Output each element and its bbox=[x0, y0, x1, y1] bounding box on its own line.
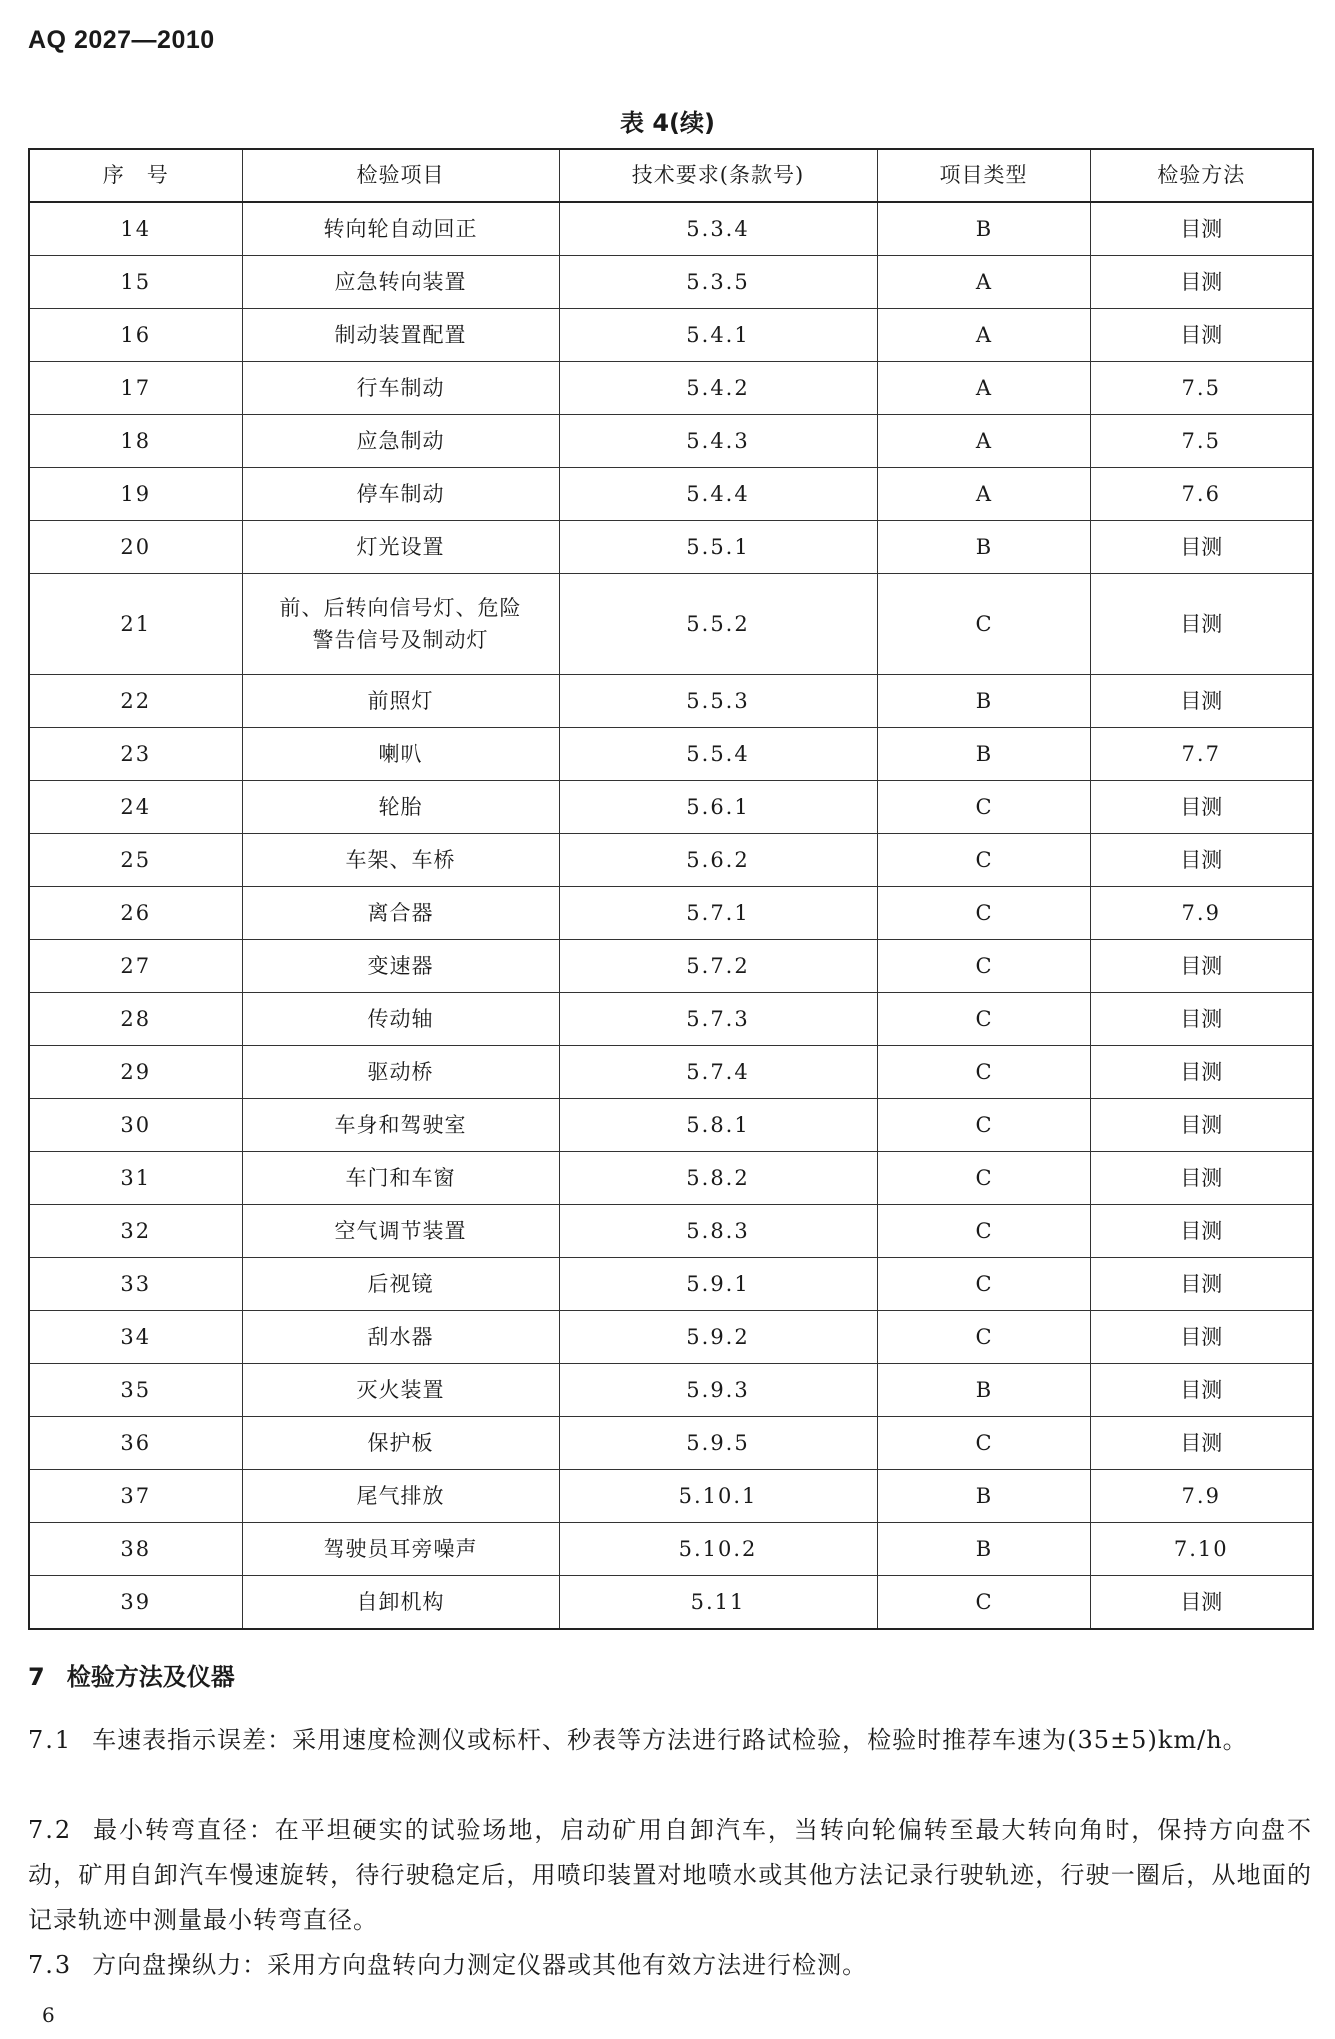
row-method: 目测 bbox=[1090, 1311, 1313, 1364]
row-type: B bbox=[877, 1470, 1090, 1523]
section-number: 7 bbox=[28, 1663, 45, 1691]
row-clause: 5.7.3 bbox=[559, 993, 877, 1046]
row-type: A bbox=[877, 309, 1090, 362]
row-no: 39 bbox=[29, 1576, 242, 1630]
row-type: A bbox=[877, 256, 1090, 309]
table-row bbox=[29, 1470, 1313, 1523]
row-type: C bbox=[877, 993, 1090, 1046]
clause-text: 最小转弯直径：在平坦硬实的试验场地，启动矿用自卸汽车，当转向轮偏转至最大转向角时，保持方向盘不动，矿用自卸汽车慢速旋转，待行驶稳定后，用喷印装置对地喷水或其他方法记录行驶轨迹，行驶一圈后，从地面的记录轨迹中测量最小转弯直径。 bbox=[28, 1816, 1312, 1934]
row-clause: 5.7.2 bbox=[559, 940, 877, 993]
table-row bbox=[29, 887, 1313, 940]
row-item: 制动装置配置 bbox=[242, 309, 559, 362]
row-no: 17 bbox=[29, 362, 242, 415]
row-no: 36 bbox=[29, 1417, 242, 1470]
clause-paragraph bbox=[28, 1808, 1312, 1943]
row-clause: 5.8.2 bbox=[559, 1152, 877, 1205]
table-row bbox=[29, 940, 1313, 993]
column-header-item: 检验项目 bbox=[242, 149, 559, 202]
row-method: 7.7 bbox=[1090, 728, 1313, 781]
row-no: 32 bbox=[29, 1205, 242, 1258]
row-clause: 5.3.5 bbox=[559, 256, 877, 309]
row-clause: 5.10.1 bbox=[559, 1470, 877, 1523]
row-clause: 5.9.1 bbox=[559, 1258, 877, 1311]
row-no: 34 bbox=[29, 1311, 242, 1364]
table-row bbox=[29, 1576, 1313, 1630]
row-no: 37 bbox=[29, 1470, 242, 1523]
row-item: 刮水器 bbox=[242, 1311, 559, 1364]
row-no: 30 bbox=[29, 1099, 242, 1152]
row-method: 目测 bbox=[1090, 940, 1313, 993]
clause-number: 7.2 bbox=[28, 1816, 73, 1844]
clause-number: 7.1 bbox=[28, 1726, 73, 1754]
table-row bbox=[29, 309, 1313, 362]
row-item: 车架、车桥 bbox=[242, 834, 559, 887]
table-row bbox=[29, 1258, 1313, 1311]
row-item: 空气调节装置 bbox=[242, 1205, 559, 1258]
row-item: 自卸机构 bbox=[242, 1576, 559, 1630]
table-row bbox=[29, 1364, 1313, 1417]
row-type: C bbox=[877, 1576, 1090, 1630]
table-row bbox=[29, 675, 1313, 728]
row-method: 目测 bbox=[1090, 1099, 1313, 1152]
row-method: 目测 bbox=[1090, 834, 1313, 887]
row-method: 目测 bbox=[1090, 1205, 1313, 1258]
row-item: 驱动桥 bbox=[242, 1046, 559, 1099]
row-method: 目测 bbox=[1090, 1576, 1313, 1630]
row-method: 目测 bbox=[1090, 1046, 1313, 1099]
clause-paragraph bbox=[28, 1718, 1312, 1763]
row-clause: 5.8.1 bbox=[559, 1099, 877, 1152]
table-row bbox=[29, 834, 1313, 887]
row-no: 15 bbox=[29, 256, 242, 309]
row-no: 38 bbox=[29, 1523, 242, 1576]
row-type: B bbox=[877, 202, 1090, 256]
row-clause: 5.8.3 bbox=[559, 1205, 877, 1258]
table-row bbox=[29, 1523, 1313, 1576]
column-header-method: 检验方法 bbox=[1090, 149, 1313, 202]
row-method: 目测 bbox=[1090, 521, 1313, 574]
table-row bbox=[29, 1205, 1313, 1258]
row-clause: 5.9.2 bbox=[559, 1311, 877, 1364]
row-clause: 5.7.4 bbox=[559, 1046, 877, 1099]
row-no: 14 bbox=[29, 202, 242, 256]
table-row bbox=[29, 1099, 1313, 1152]
row-type: A bbox=[877, 362, 1090, 415]
row-no: 33 bbox=[29, 1258, 242, 1311]
row-type: C bbox=[877, 887, 1090, 940]
row-clause: 5.5.4 bbox=[559, 728, 877, 781]
table-row bbox=[29, 1417, 1313, 1470]
row-method: 7.6 bbox=[1090, 468, 1313, 521]
row-clause: 5.6.1 bbox=[559, 781, 877, 834]
row-clause: 5.10.2 bbox=[559, 1523, 877, 1576]
row-item: 离合器 bbox=[242, 887, 559, 940]
row-item: 行车制动 bbox=[242, 362, 559, 415]
row-method: 7.5 bbox=[1090, 362, 1313, 415]
row-clause: 5.9.3 bbox=[559, 1364, 877, 1417]
row-method: 目测 bbox=[1090, 202, 1313, 256]
row-item: 轮胎 bbox=[242, 781, 559, 834]
row-item: 应急制动 bbox=[242, 415, 559, 468]
row-type: B bbox=[877, 1523, 1090, 1576]
row-item-line: 前、后转向信号灯、危险 bbox=[279, 595, 522, 620]
row-item: 传动轴 bbox=[242, 993, 559, 1046]
table-row bbox=[29, 574, 1313, 675]
row-item: 变速器 bbox=[242, 940, 559, 993]
row-method: 目测 bbox=[1090, 781, 1313, 834]
row-item: 灭火装置 bbox=[242, 1364, 559, 1417]
table-row bbox=[29, 728, 1313, 781]
row-method: 7.9 bbox=[1090, 1470, 1313, 1523]
row-method: 7.10 bbox=[1090, 1523, 1313, 1576]
row-item: 尾气排放 bbox=[242, 1470, 559, 1523]
row-clause: 5.7.1 bbox=[559, 887, 877, 940]
row-no: 27 bbox=[29, 940, 242, 993]
row-item bbox=[242, 574, 559, 675]
row-type: C bbox=[877, 834, 1090, 887]
row-item: 转向轮自动回正 bbox=[242, 202, 559, 256]
row-method: 目测 bbox=[1090, 309, 1313, 362]
column-header-type: 项目类型 bbox=[877, 149, 1090, 202]
column-header-clause: 技术要求(条款号) bbox=[559, 149, 877, 202]
row-item-line: 警告信号及制动灯 bbox=[312, 628, 489, 652]
row-type: C bbox=[877, 1099, 1090, 1152]
row-method: 目测 bbox=[1090, 1417, 1313, 1470]
row-clause: 5.5.1 bbox=[559, 521, 877, 574]
table-row bbox=[29, 362, 1313, 415]
row-type: B bbox=[877, 1364, 1090, 1417]
row-clause: 5.11 bbox=[559, 1576, 877, 1630]
table-row bbox=[29, 1046, 1313, 1099]
row-no: 20 bbox=[29, 521, 242, 574]
row-no: 28 bbox=[29, 993, 242, 1046]
row-no: 23 bbox=[29, 728, 242, 781]
row-no: 21 bbox=[29, 574, 242, 675]
row-clause: 5.9.5 bbox=[559, 1417, 877, 1470]
row-type: C bbox=[877, 1311, 1090, 1364]
row-method: 目测 bbox=[1090, 256, 1313, 309]
row-method: 目测 bbox=[1090, 1364, 1313, 1417]
row-type: C bbox=[877, 940, 1090, 993]
row-item: 车门和车窗 bbox=[242, 1152, 559, 1205]
table-row bbox=[29, 1152, 1313, 1205]
row-method: 目测 bbox=[1090, 993, 1313, 1046]
row-method: 目测 bbox=[1090, 675, 1313, 728]
row-no: 18 bbox=[29, 415, 242, 468]
table-row bbox=[29, 468, 1313, 521]
table-row bbox=[29, 521, 1313, 574]
row-no: 16 bbox=[29, 309, 242, 362]
row-type: C bbox=[877, 1258, 1090, 1311]
row-no: 35 bbox=[29, 1364, 242, 1417]
table-row bbox=[29, 993, 1313, 1046]
row-method: 目测 bbox=[1090, 1152, 1313, 1205]
row-clause: 5.3.4 bbox=[559, 202, 877, 256]
row-method: 目测 bbox=[1090, 1258, 1313, 1311]
table-row bbox=[29, 1311, 1313, 1364]
row-method: 7.5 bbox=[1090, 415, 1313, 468]
table-title: 表 4(续) bbox=[620, 109, 715, 137]
row-no: 25 bbox=[29, 834, 242, 887]
row-method: 目测 bbox=[1090, 574, 1313, 675]
inspection-items-table bbox=[28, 148, 1314, 1630]
standard-code: AQ 2027—2010 bbox=[28, 26, 215, 54]
table-row bbox=[29, 202, 1313, 256]
row-item: 前照灯 bbox=[242, 675, 559, 728]
table-row bbox=[29, 256, 1313, 309]
row-no: 31 bbox=[29, 1152, 242, 1205]
row-clause: 5.5.3 bbox=[559, 675, 877, 728]
clause-text: 方向盘操纵力：采用方向盘转向力测定仪器或其他有效方法进行检测。 bbox=[92, 1951, 868, 1979]
clause-paragraph bbox=[28, 1943, 1312, 1988]
row-type: C bbox=[877, 781, 1090, 834]
row-clause: 5.4.4 bbox=[559, 468, 877, 521]
row-clause: 5.6.2 bbox=[559, 834, 877, 887]
page-number: 6 bbox=[42, 2003, 55, 2027]
row-no: 19 bbox=[29, 468, 242, 521]
row-item: 车身和驾驶室 bbox=[242, 1099, 559, 1152]
row-type: B bbox=[877, 675, 1090, 728]
row-clause: 5.4.2 bbox=[559, 362, 877, 415]
row-item: 应急转向装置 bbox=[242, 256, 559, 309]
row-no: 24 bbox=[29, 781, 242, 834]
row-clause: 5.4.1 bbox=[559, 309, 877, 362]
table-header-row bbox=[29, 149, 1313, 202]
row-item: 驾驶员耳旁噪声 bbox=[242, 1523, 559, 1576]
row-item: 停车制动 bbox=[242, 468, 559, 521]
row-type: C bbox=[877, 1205, 1090, 1258]
row-type: C bbox=[877, 1417, 1090, 1470]
row-no: 22 bbox=[29, 675, 242, 728]
table-row bbox=[29, 415, 1313, 468]
row-item: 保护板 bbox=[242, 1417, 559, 1470]
row-clause: 5.5.2 bbox=[559, 574, 877, 675]
section-heading bbox=[28, 1657, 235, 1692]
row-no: 29 bbox=[29, 1046, 242, 1099]
row-clause: 5.4.3 bbox=[559, 415, 877, 468]
row-type: B bbox=[877, 521, 1090, 574]
row-type: B bbox=[877, 728, 1090, 781]
row-type: C bbox=[877, 574, 1090, 675]
row-item: 后视镜 bbox=[242, 1258, 559, 1311]
row-type: C bbox=[877, 1152, 1090, 1205]
row-method: 7.9 bbox=[1090, 887, 1313, 940]
clause-number: 7.3 bbox=[28, 1951, 73, 1979]
row-type: A bbox=[877, 415, 1090, 468]
row-type: A bbox=[877, 468, 1090, 521]
row-no: 26 bbox=[29, 887, 242, 940]
row-item: 喇叭 bbox=[242, 728, 559, 781]
section-title: 检验方法及仪器 bbox=[66, 1663, 235, 1691]
row-item: 灯光设置 bbox=[242, 521, 559, 574]
clause-text: 车速表指示误差：采用速度检测仪或标杆、秒表等方法进行路试检验，检验时推荐车速为(35±5)km/h。 bbox=[92, 1726, 1248, 1754]
column-header-no: 序 号 bbox=[29, 149, 242, 202]
row-type: C bbox=[877, 1046, 1090, 1099]
table-row bbox=[29, 781, 1313, 834]
